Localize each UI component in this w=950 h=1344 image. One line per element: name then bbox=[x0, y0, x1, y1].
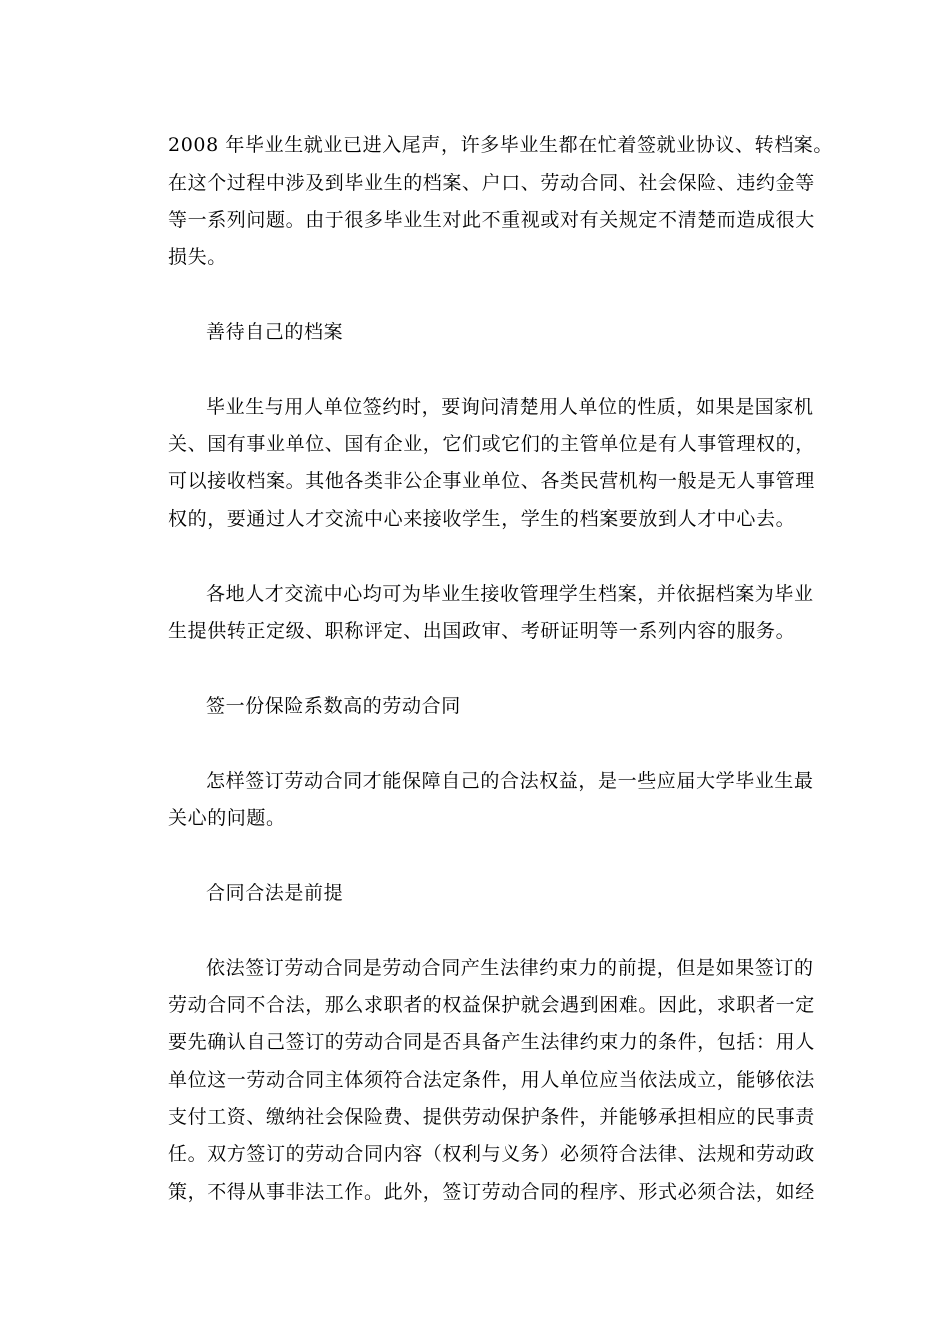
paragraph-line: 2008 年毕业生就业已进入尾声，许多毕业生都在忙着签就业协议、转档案。 bbox=[168, 134, 833, 156]
paragraph-line: 支付工资、缴纳社会保险费、提供劳动保护条件，并能够承担相应的民事责 bbox=[168, 1106, 815, 1128]
paragraph-line: 等一系列问题。由于很多毕业生对此不重视或对有关规定不清楚而造成很大 bbox=[168, 209, 815, 231]
paragraph-line: 单位这一劳动合同主体须符合法定条件，用人单位应当依法成立，能够依法 bbox=[168, 1069, 815, 1091]
paragraph-line: 策，不得从事非法工作。此外，签订劳动合同的程序、形式必须合法，如经 bbox=[168, 1181, 815, 1203]
paragraph-line: 各地人才交流中心均可为毕业生接收管理学生档案，并依据档案为毕业 bbox=[206, 583, 814, 605]
paragraph-line: 任。双方签订的劳动合同内容（权利与义务）必须符合法律、法规和劳动政 bbox=[168, 1143, 815, 1165]
paragraph-line: 依法签订劳动合同是劳动合同产生法律约束力的前提，但是如果签订的 bbox=[206, 957, 814, 979]
section-heading: 签一份保险系数高的劳动合同 bbox=[206, 695, 461, 717]
section-heading: 合同合法是前提 bbox=[206, 882, 344, 904]
paragraph-line: 毕业生与用人单位签约时，要询问清楚用人单位的性质，如果是国家机 bbox=[206, 396, 814, 418]
paragraph-line: 怎样签订劳动合同才能保障自己的合法权益，是一些应届大学毕业生最 bbox=[206, 770, 814, 792]
paragraph-line: 要先确认自己签订的劳动合同是否具备产生法律约束力的条件，包括：用人 bbox=[168, 1031, 815, 1053]
paragraph-line: 可以接收档案。其他各类非公企事业单位、各类民营机构一般是无人事管理 bbox=[168, 470, 815, 492]
paragraph-line: 在这个过程中涉及到毕业生的档案、户口、劳动合同、社会保险、违约金等 bbox=[168, 172, 815, 194]
paragraph-line: 关、国有事业单位、国有企业，它们或它们的主管单位是有人事管理权的， bbox=[168, 433, 815, 455]
paragraph-line: 关心的问题。 bbox=[168, 807, 286, 829]
paragraph-line: 损失。 bbox=[168, 246, 227, 268]
section-heading: 善待自己的档案 bbox=[206, 321, 344, 343]
paragraph-line: 劳动合同不合法，那么求职者的权益保护就会遇到困难。因此，求职者一定 bbox=[168, 994, 815, 1016]
paragraph-line: 权的，要通过人才交流中心来接收学生，学生的档案要放到人才中心去。 bbox=[168, 508, 796, 530]
paragraph-line: 生提供转正定级、职称评定、出国政审、考研证明等一系列内容的服务。 bbox=[168, 620, 796, 642]
